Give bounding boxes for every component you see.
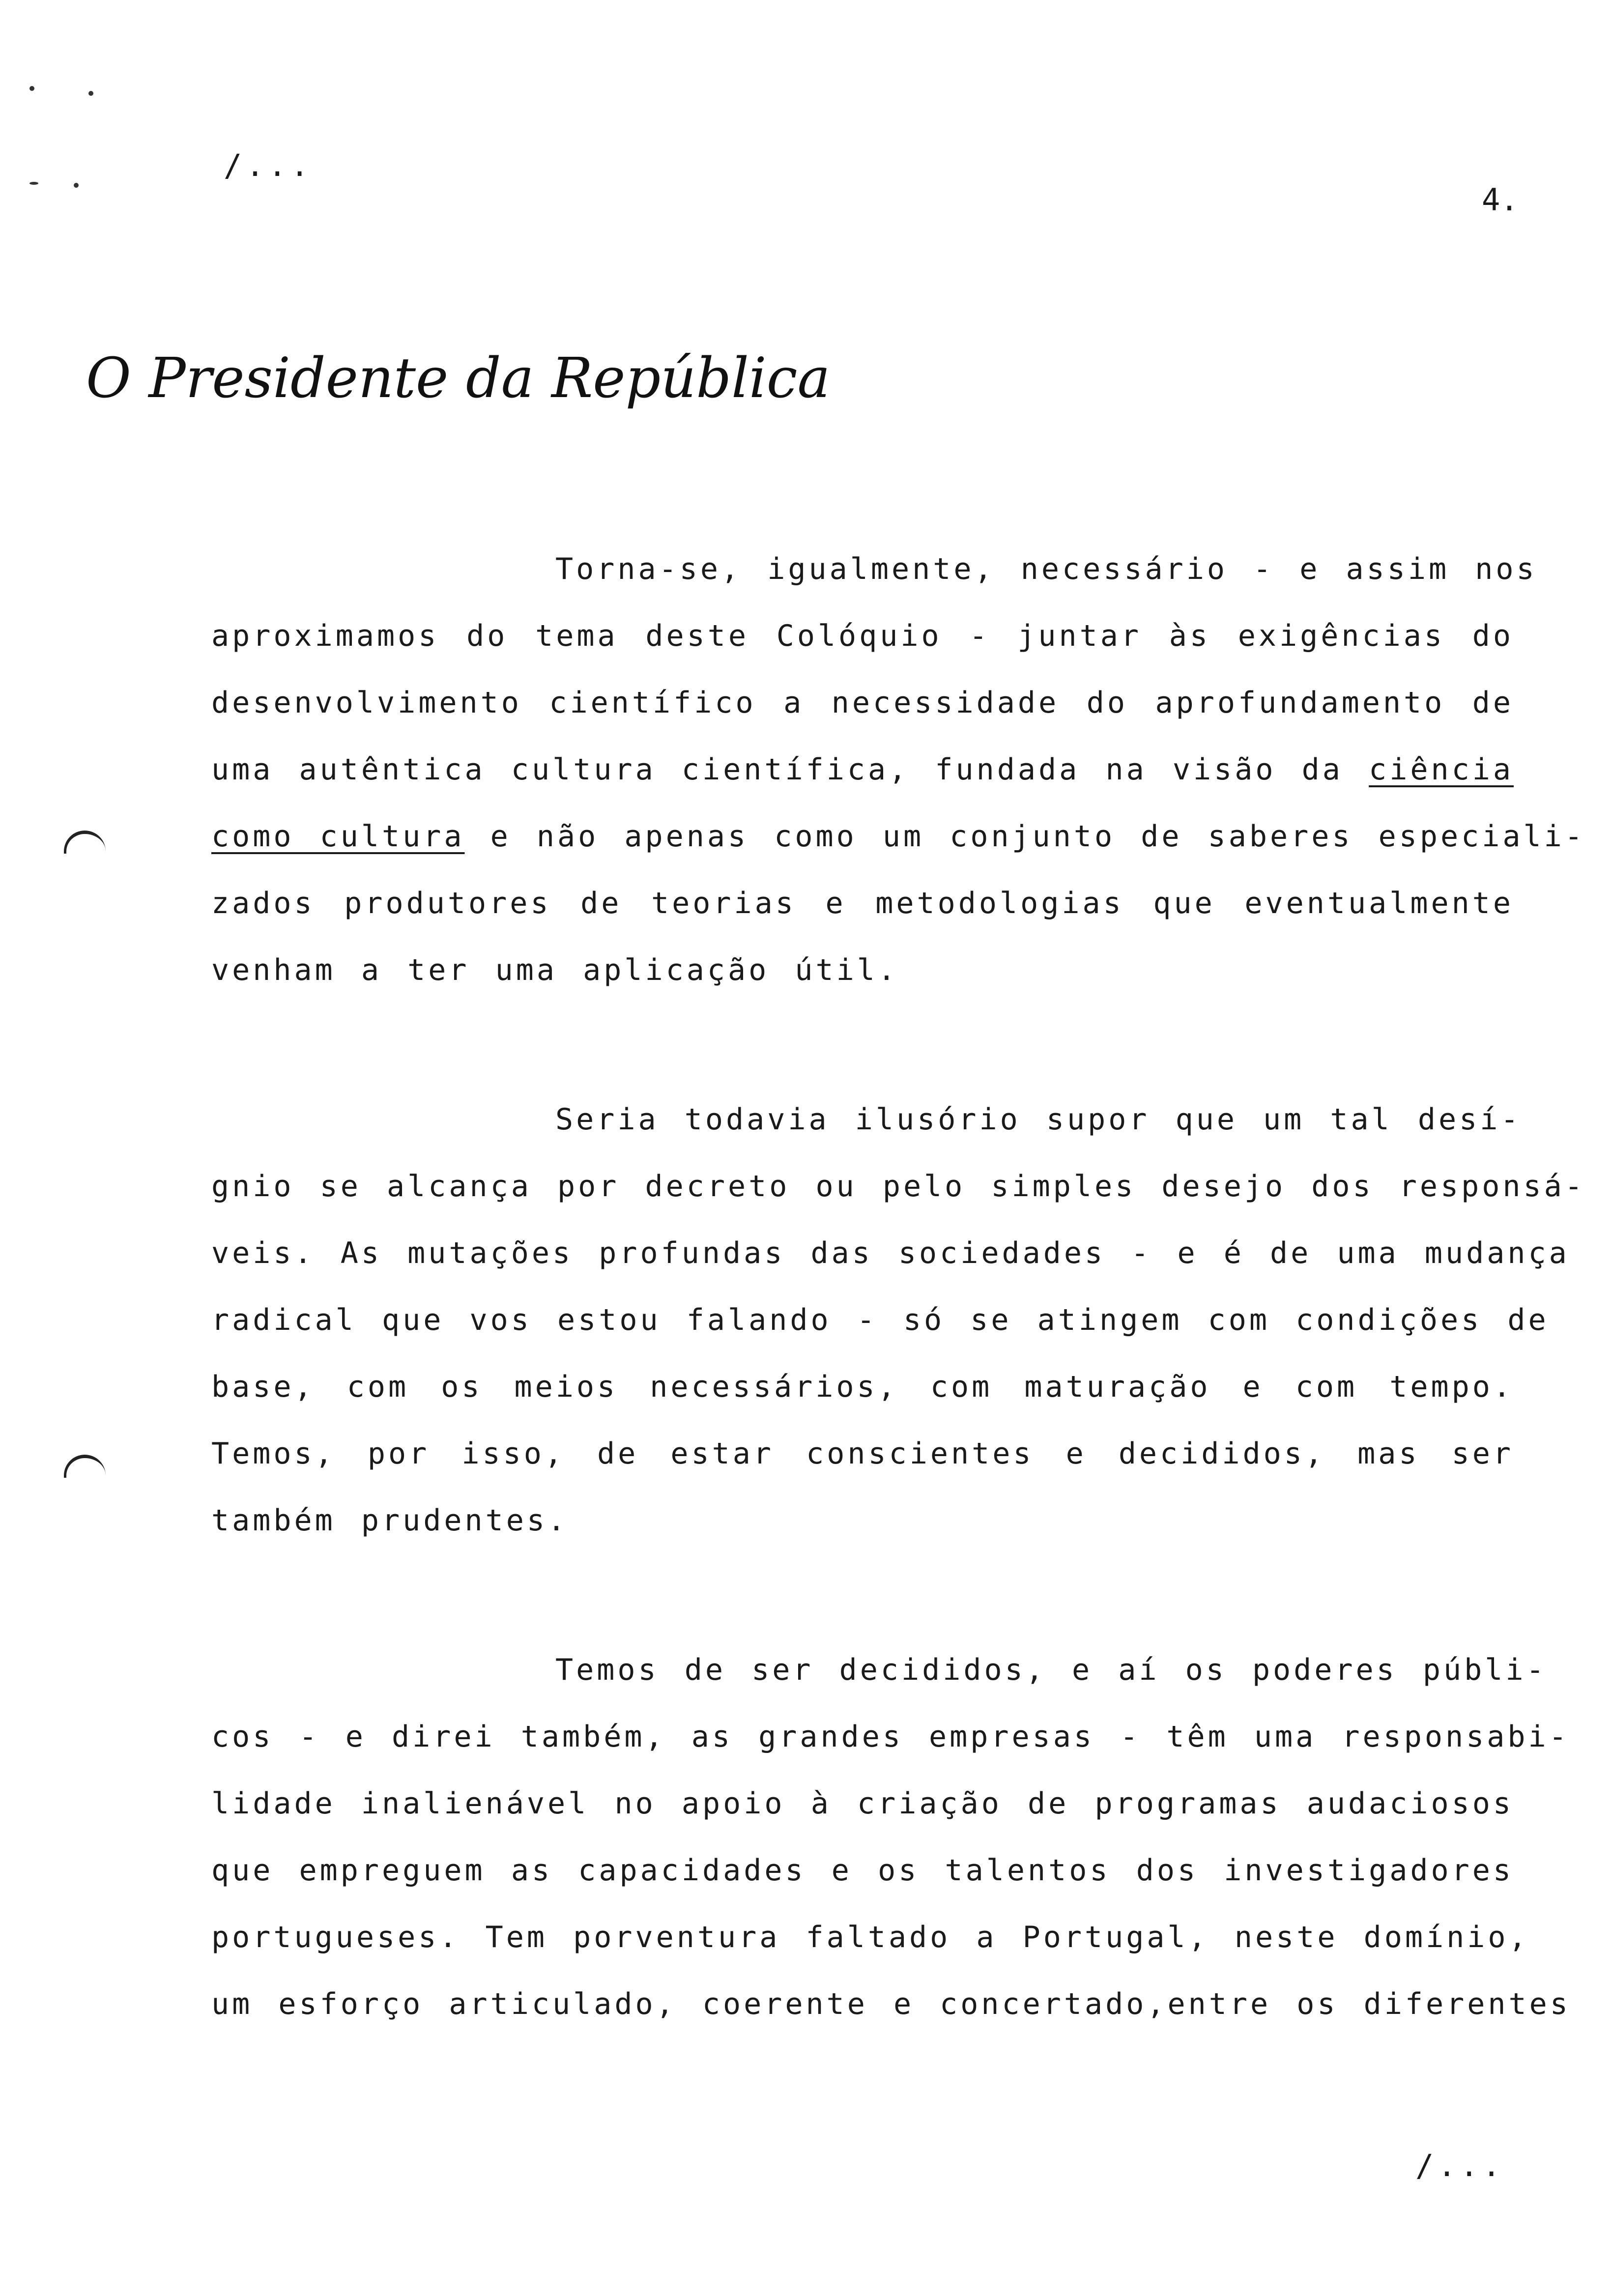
- letterhead: O Presidente da República: [86, 346, 831, 410]
- paragraph-line: Temos, por isso, de estar conscientes e decididos, mas ser: [211, 1436, 1514, 1471]
- paragraph-line: radical que vos estou falando - só se atingem com condições de: [211, 1303, 1549, 1337]
- paragraph-line: venham a ter uma aplicação útil.: [211, 953, 898, 987]
- paragraph-line: desenvolvimento científico a necessidade do aprofundamento de: [211, 686, 1514, 720]
- scan-speck: [74, 183, 79, 188]
- paragraph-line: base, com os meios necessários, com maturação e com tempo.: [211, 1370, 1514, 1404]
- paragraph-line: portugueses. Tem porventura faltado a Portugal, neste domínio,: [211, 1920, 1529, 1954]
- page-number: 4.: [1482, 182, 1519, 218]
- paragraph-line: Torna-se, igualmente, necessário - e assim nos: [555, 552, 1537, 586]
- paragraph-line: Temos de ser decididos, e aí os poderes públi-: [555, 1653, 1547, 1687]
- line-text: uma autêntica cultura científica, fundada na visão da: [211, 752, 1343, 787]
- paragraph-3: [211, 1636, 1571, 2038]
- paragraph-line: que empreguem as capacidades e os talentos dos investigadores: [211, 1853, 1514, 1888]
- paragraph-line: cos - e direi também, as grandes empresas - têm uma responsabi-: [211, 1720, 1570, 1754]
- paragraph-line: aproximamos do tema deste Colóquio - juntar às exigências do: [211, 619, 1514, 653]
- paragraph-line: Seria todavia ilusório supor que um tal desí-: [555, 1102, 1522, 1137]
- underlined-phrase: como cultura: [211, 819, 465, 854]
- paragraph-line: lidade inalienável no apoio à criação de programas audaciosos: [211, 1786, 1514, 1821]
- punch-hole-mark: [64, 831, 106, 854]
- scan-speck: [88, 91, 93, 96]
- paragraph-line: veis. As mutações profundas das sociedades - e é de uma mudança: [211, 1236, 1570, 1270]
- line-text: e não apenas como um conjunto de saberes especiali-: [490, 819, 1585, 854]
- continuation-mark-bottom: /...: [1415, 2148, 1505, 2183]
- paragraph-line: um esforço articulado, coerente e concertado,entre os diferentes: [211, 1987, 1571, 2021]
- paragraph-line: zados produtores de teorias e metodologias que eventualmente: [211, 886, 1514, 920]
- continuation-mark-top: /...: [224, 147, 313, 183]
- scan-speck: [29, 86, 34, 91]
- paragraph-2: [211, 1086, 1585, 1554]
- paragraph-line: gnio se alcança por decreto ou pelo simples desejo dos responsá-: [211, 1169, 1585, 1204]
- paragraph-1: [211, 536, 1585, 1004]
- paragraph-line: também prudentes.: [211, 1503, 569, 1538]
- paragraph-line: [211, 803, 1585, 870]
- underlined-phrase: ciência: [1369, 752, 1514, 787]
- punch-hole-mark: [64, 1455, 106, 1478]
- scan-speck: [29, 182, 38, 185]
- paragraph-line: [211, 736, 1514, 803]
